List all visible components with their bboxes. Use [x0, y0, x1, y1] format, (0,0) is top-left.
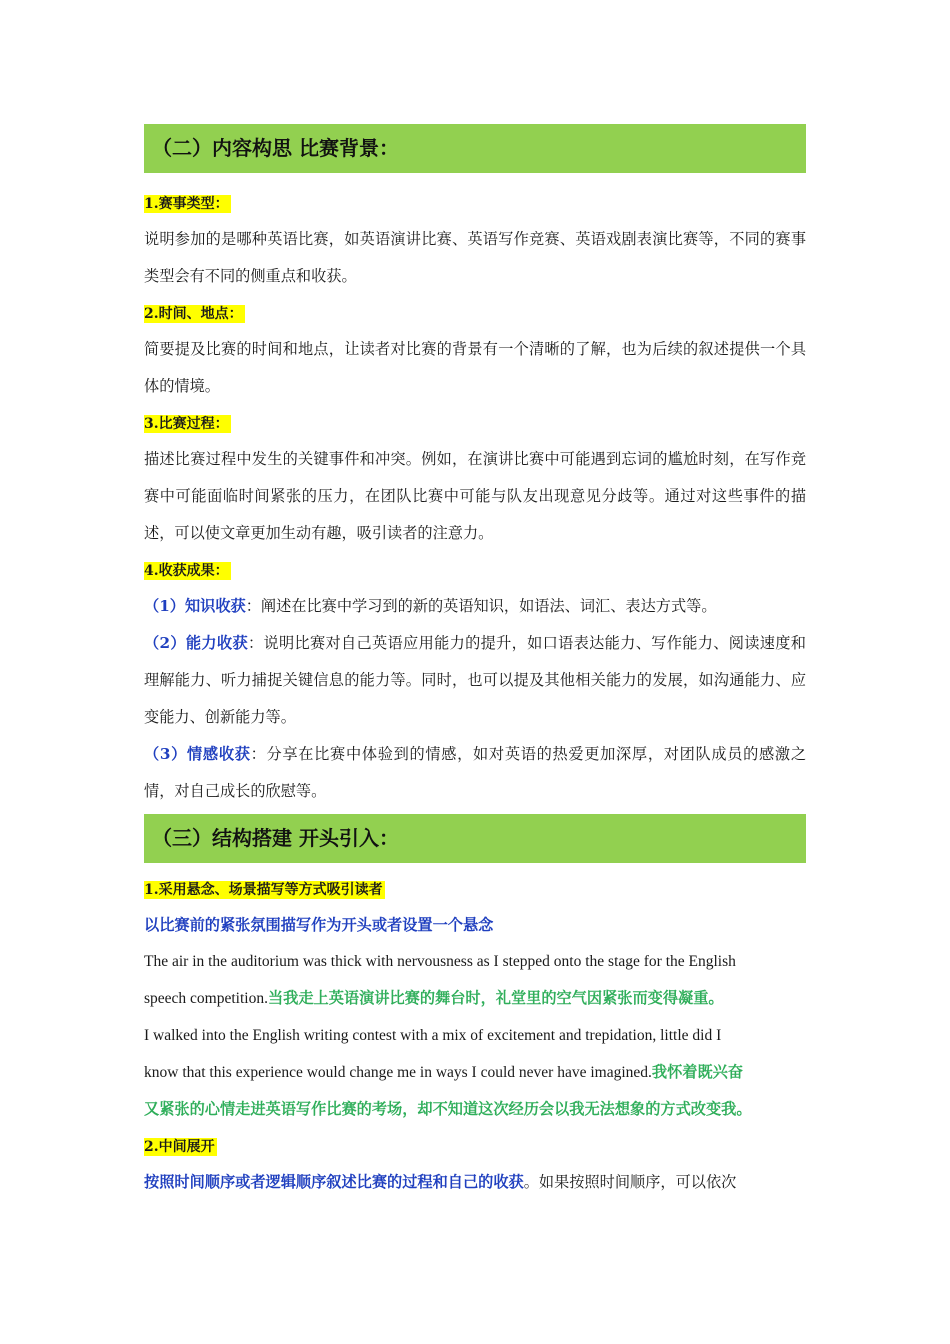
example-english-text: speech competition. — [144, 990, 268, 1007]
gain-text: ：分享在比赛中体验到的情感，如对英语的热爱更加深厚，对团队成员的感激之情，对自己成长的欣慰等。 — [144, 745, 807, 800]
example-1-line-1: The air in the auditorium was thick with nervousness as I stepped onto the stage for the English — [144, 953, 736, 970]
highlighted-label: 3.比赛过程： — [144, 416, 229, 432]
subheading-attract — [144, 871, 806, 907]
gain-label: （1）知识收获 — [144, 597, 246, 615]
paragraph-event-type: 说明参加的是哪种英语比赛，如英语演讲比赛、英语写作竞赛、英语戏剧表演比赛等，不同的赛事类型会有不同的侧重点和收获。 — [144, 230, 806, 285]
example-2-translation-cont: 又紧张的心情走进英语写作比赛的考场，却不知道这次经历会以我无法想象的方式改变我。 — [144, 1100, 752, 1118]
example-2-line-1: I walked into the English writing contest with a mix of excitement and trepidation, little did I — [144, 1027, 722, 1044]
example-english-text: know that this experience would change me in ways I could never have imagined. — [144, 1064, 652, 1081]
subheading-event-type — [144, 185, 806, 221]
paragraph-middle — [144, 1164, 806, 1201]
highlighted-label: 4.收获成果： — [144, 563, 229, 579]
gain-label: （3）情感收获 — [144, 745, 251, 763]
example-1-line-2 — [144, 980, 806, 1017]
section-3-heading: （三）结构搭建 开头引入： — [144, 814, 806, 863]
paragraph-emotion-gain — [144, 736, 806, 810]
highlighted-label: 1.赛事类型： — [144, 196, 229, 212]
highlighted-label: 2.时间、地点： — [144, 306, 243, 322]
document-page — [144, 124, 806, 1201]
subheading-process — [144, 405, 806, 441]
middle-emphasis: 按照时间顺序或者逻辑顺序叙述比赛的过程和自己的收获 — [144, 1173, 524, 1191]
paragraph-ability-gain — [144, 625, 806, 736]
example-2-line-2 — [144, 1054, 806, 1091]
section-2-heading: （二）内容构思 比赛背景： — [144, 124, 806, 173]
subheading-time-place — [144, 295, 806, 331]
subheading-middle — [144, 1128, 806, 1164]
highlighted-label: 1.采用悬念、场景描写等方式吸引读者 — [144, 882, 383, 898]
subheading-blue-opening: 以比赛前的紧张氛围描写作为开头或者设置一个悬念 — [144, 916, 494, 934]
gain-label: （2）能力收获 — [144, 634, 248, 652]
paragraph-time-place: 简要提及比赛的时间和地点，让读者对比赛的背景有一个清晰的了解，也为后续的叙述提供一个具体的情境。 — [144, 340, 806, 395]
example-translation: 当我走上英语演讲比赛的舞台时，礼堂里的空气因紧张而变得凝重。 — [267, 989, 724, 1007]
paragraph-knowledge-gain — [144, 588, 806, 625]
subheading-gains — [144, 552, 806, 588]
paragraph-process: 描述比赛过程中发生的关键事件和冲突。例如，在演讲比赛中可能遇到忘词的尴尬时刻，在写作竞赛中可能面临时间紧张的压力，在团队比赛中可能与队友出现意见分歧等。通过对这些事件的描述，可以使文章更加生动有趣，吸引读者的注意力。 — [144, 450, 806, 542]
example-translation: 我怀着既兴奋 — [651, 1063, 744, 1081]
gain-text: ：说明比赛对自己英语应用能力的提升，如口语表达能力、写作能力、阅读速度和理解能力、听力捕捉关键信息的能力等。同时，也可以提及其他相关能力的发展，如沟通能力、应变能力、创新能力等。 — [144, 634, 806, 726]
highlighted-label: 2.中间展开 — [144, 1139, 215, 1155]
middle-text: 。如果按照时间顺序，可以依次 — [523, 1173, 737, 1191]
gain-text: ：阐述在比赛中学习到的新的英语知识，如语法、词汇、表达方式等。 — [245, 597, 717, 615]
